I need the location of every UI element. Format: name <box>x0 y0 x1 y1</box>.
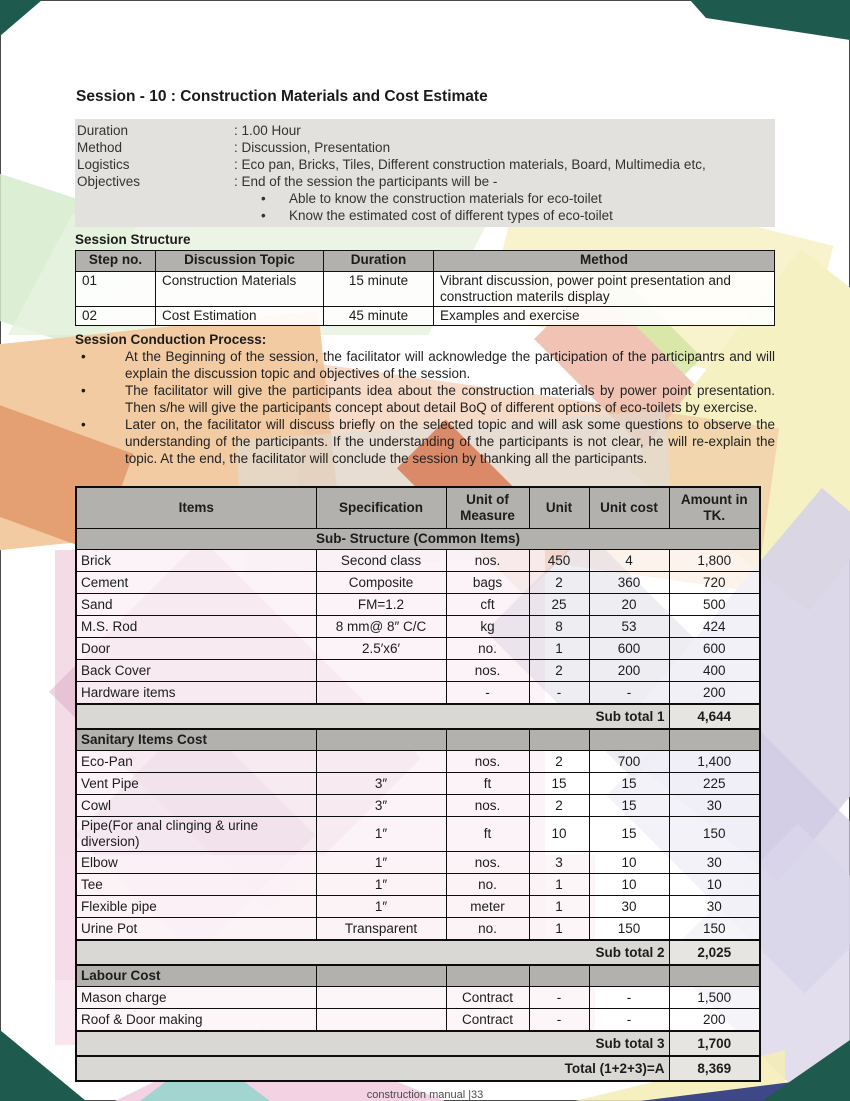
cell: 600 <box>669 638 760 660</box>
cell: 1″ <box>316 817 446 852</box>
cell <box>446 965 529 987</box>
cell: Hardware items <box>76 682 316 705</box>
info-row <box>77 156 773 173</box>
conduction-bullets <box>75 348 775 467</box>
cell: bags <box>446 572 529 594</box>
conduction-heading: Session Conduction Process: <box>75 332 267 347</box>
conduction-bullet <box>75 348 775 382</box>
cell: 8 mm@ 8″ C/C <box>316 616 446 638</box>
page-content <box>0 88 850 1101</box>
cell: nos. <box>446 795 529 817</box>
cell: Construction Materials <box>156 272 324 307</box>
cell: 30 <box>669 795 760 817</box>
cell: 424 <box>669 616 760 638</box>
cell: 1″ <box>316 852 446 874</box>
cost-table-head <box>76 487 760 529</box>
cell: - <box>589 987 669 1009</box>
table-row <box>76 1009 760 1032</box>
column-header: Discussion Topic <box>156 251 324 272</box>
table-row <box>76 272 775 307</box>
cell: 45 minute <box>324 307 434 326</box>
cell: Vent Pipe <box>76 773 316 795</box>
cell: - <box>529 987 589 1009</box>
cell: Urine Pot <box>76 918 316 941</box>
cell <box>316 987 446 1009</box>
cell: 8 <box>529 616 589 638</box>
column-header: Unit cost <box>589 487 669 529</box>
cell: nos. <box>446 660 529 682</box>
cell: ft <box>446 817 529 852</box>
session-structure-table-body <box>76 272 775 326</box>
cell: Mason charge <box>76 987 316 1009</box>
grand-total-value: 8,369 <box>669 1056 760 1081</box>
table-row <box>76 550 760 572</box>
cell: 200 <box>669 1009 760 1032</box>
cell: 1,800 <box>669 550 760 572</box>
cell: 200 <box>669 682 760 705</box>
cell: - <box>589 1009 669 1032</box>
info-value: : 1.00 Hour <box>234 123 301 138</box>
table-row <box>76 616 760 638</box>
cell: 02 <box>76 307 156 326</box>
cell: 150 <box>669 817 760 852</box>
info-bullet <box>261 190 773 207</box>
section-title: Sanitary Items Cost <box>76 729 316 751</box>
cell: 10 <box>589 874 669 896</box>
bullet-icon: • <box>261 191 266 206</box>
section-title-row <box>76 965 760 987</box>
cell: 700 <box>589 751 669 773</box>
column-header: Unit <box>529 487 589 529</box>
cell: 2 <box>529 660 589 682</box>
bullet-icon: • <box>81 417 86 432</box>
cell: Cement <box>76 572 316 594</box>
cell: 15 <box>529 773 589 795</box>
cell: 1 <box>529 638 589 660</box>
cell <box>589 965 669 987</box>
cell: Flexible pipe <box>76 896 316 918</box>
cell: 30 <box>589 896 669 918</box>
column-header: Items <box>76 487 316 529</box>
info-label: Duration <box>77 123 129 138</box>
info-block <box>75 119 775 227</box>
table-row <box>76 638 760 660</box>
conduction-bullet-text: Later on, the facilitator will discuss briefly on the selected topic and will ask some questions to observe the understanding of the participants. If the understanding of the participants is not clear, he will re-explain the topic. At the end, the facilitator will conclude the session by thanking all the participants. <box>125 417 775 466</box>
cell: 360 <box>589 572 669 594</box>
cell: 2 <box>529 751 589 773</box>
cell <box>529 965 589 987</box>
conduction-bullet-text: The facilitator will give the participants idea about the construction materials by power point presentation. Then s/he will give the participants concept about detail BoQ of different options of eco-toilets by exercise. <box>125 383 775 415</box>
table-row <box>76 852 760 874</box>
cell: - <box>589 682 669 705</box>
subtotal-row <box>76 1031 760 1056</box>
table-row <box>76 987 760 1009</box>
section-title-row <box>76 529 760 550</box>
cell <box>316 965 446 987</box>
table-row <box>76 918 760 941</box>
bullet-icon: • <box>81 383 86 398</box>
cell: 1,500 <box>669 987 760 1009</box>
cell <box>446 729 529 751</box>
cell: 400 <box>669 660 760 682</box>
cell: nos. <box>446 751 529 773</box>
table-header-row <box>76 487 760 529</box>
cell: 15 <box>589 817 669 852</box>
column-header: Step no. <box>76 251 156 272</box>
cell <box>316 682 446 705</box>
section-title: Sub- Structure (Common Items) <box>76 529 760 550</box>
conduction-bullet <box>75 382 775 416</box>
cell <box>669 729 760 751</box>
bullet-icon: • <box>81 349 86 364</box>
cell: Elbow <box>76 852 316 874</box>
grand-total-row <box>76 1056 760 1081</box>
cell: Cowl <box>76 795 316 817</box>
cost-table-body <box>76 529 760 1082</box>
cell: Eco-Pan <box>76 751 316 773</box>
cell: cft <box>446 594 529 616</box>
info-bullet-text: Know the estimated cost of different types of eco-toilet <box>289 208 613 223</box>
cell: Brick <box>76 550 316 572</box>
table-row <box>76 660 760 682</box>
page-title: Session - 10 : Construction Materials and Cost Estimate <box>76 88 488 105</box>
info-value: : Discussion, Presentation <box>234 140 391 155</box>
cell: 3″ <box>316 795 446 817</box>
cell <box>529 729 589 751</box>
cell: no. <box>446 638 529 660</box>
cell: 10 <box>669 874 760 896</box>
cell: 1,400 <box>669 751 760 773</box>
cell: nos. <box>446 550 529 572</box>
cell <box>316 729 446 751</box>
page-footer: construction manual |33 <box>366 1089 484 1101</box>
section-title-row <box>76 729 760 751</box>
cell: 53 <box>589 616 669 638</box>
cell: nos. <box>446 852 529 874</box>
cell: Contract <box>446 1009 529 1032</box>
cell: Vibrant discussion, power point presentation and construction materils display <box>434 272 775 307</box>
cell: 600 <box>589 638 669 660</box>
cell: 25 <box>529 594 589 616</box>
cell: Contract <box>446 987 529 1009</box>
bullet-icon: • <box>261 208 266 223</box>
cell: meter <box>446 896 529 918</box>
info-bullet-text: Able to know the construction materials for eco-toilet <box>289 191 602 206</box>
info-label: Objectives <box>77 174 141 189</box>
cell: 10 <box>589 852 669 874</box>
cell: no. <box>446 918 529 941</box>
cell: 200 <box>589 660 669 682</box>
table-row <box>76 751 760 773</box>
info-label: Logistics <box>77 157 130 172</box>
cell: - <box>529 1009 589 1032</box>
cell: 2.5′x6′ <box>316 638 446 660</box>
session-structure-table <box>75 250 775 326</box>
table-row <box>76 594 760 616</box>
column-header: Duration <box>324 251 434 272</box>
cost-table <box>75 486 761 1082</box>
cell: 4 <box>589 550 669 572</box>
info-row <box>77 173 773 190</box>
cell: ft <box>446 773 529 795</box>
cell: 1 <box>529 874 589 896</box>
cell: 15 minute <box>324 272 434 307</box>
cell: 720 <box>669 572 760 594</box>
subtotal-label: Sub total 3 <box>76 1031 669 1056</box>
cell: Pipe(For anal clinging & urine diversion) <box>76 817 316 852</box>
cell: 1 <box>529 896 589 918</box>
table-row <box>76 773 760 795</box>
info-row <box>77 139 773 156</box>
cell: M.S. Rod <box>76 616 316 638</box>
cell: 2 <box>529 572 589 594</box>
cell: 15 <box>589 795 669 817</box>
column-header: Method <box>434 251 775 272</box>
cell: kg <box>446 616 529 638</box>
cell: Sand <box>76 594 316 616</box>
cell: Door <box>76 638 316 660</box>
cell: no. <box>446 874 529 896</box>
cell: 1 <box>529 918 589 941</box>
subtotal-row <box>76 940 760 965</box>
session-structure-table-head <box>76 251 775 272</box>
table-row <box>76 795 760 817</box>
cell <box>316 751 446 773</box>
cell: Tee <box>76 874 316 896</box>
conduction-bullet <box>75 416 775 467</box>
cell: - <box>446 682 529 705</box>
cell <box>669 965 760 987</box>
table-row <box>76 817 760 852</box>
info-row <box>77 122 773 139</box>
cell <box>589 729 669 751</box>
conduction-bullet-text: At the Beginning of the session, the facilitator will acknowledge the participation of the participantrs and will explain the discussion topic and objectives of the session. <box>125 349 775 381</box>
background-shape-corner-top-right <box>690 0 850 40</box>
table-row <box>76 682 760 705</box>
cell: Back Cover <box>76 660 316 682</box>
column-header: Unit of Measure <box>446 487 529 529</box>
cell: 150 <box>589 918 669 941</box>
table-row <box>76 874 760 896</box>
cell: - <box>529 682 589 705</box>
cell <box>316 660 446 682</box>
cell: FM=1.2 <box>316 594 446 616</box>
cell: 1″ <box>316 874 446 896</box>
table-row <box>76 896 760 918</box>
cell: 500 <box>669 594 760 616</box>
session-structure-heading: Session Structure <box>75 232 191 247</box>
cell: Examples and exercise <box>434 307 775 326</box>
cell: 225 <box>669 773 760 795</box>
cell: 01 <box>76 272 156 307</box>
info-label: Method <box>77 140 123 155</box>
subtotal-value: 4,644 <box>669 704 760 729</box>
column-header: Specification <box>316 487 446 529</box>
table-row <box>76 307 775 326</box>
cell: 3″ <box>316 773 446 795</box>
column-header: Amount in TK. <box>669 487 760 529</box>
table-header-row <box>76 251 775 272</box>
cell: 30 <box>669 852 760 874</box>
subtotal-value: 1,700 <box>669 1031 760 1056</box>
subtotal-label: Sub total 1 <box>76 704 669 729</box>
cell: 150 <box>669 918 760 941</box>
cell: 2 <box>529 795 589 817</box>
cell: Transparent <box>316 918 446 941</box>
section-title: Labour Cost <box>76 965 316 987</box>
cell: 15 <box>589 773 669 795</box>
cell <box>316 1009 446 1032</box>
cell: Cost Estimation <box>156 307 324 326</box>
cell: Roof & Door making <box>76 1009 316 1032</box>
subtotal-label: Sub total 2 <box>76 940 669 965</box>
info-value: : Eco pan, Bricks, Tiles, Different construction materials, Board, Multimedia etc, <box>234 157 706 172</box>
cell: 1″ <box>316 896 446 918</box>
cell: 3 <box>529 852 589 874</box>
subtotal-value: 2,025 <box>669 940 760 965</box>
cell: 30 <box>669 896 760 918</box>
cell: 20 <box>589 594 669 616</box>
cell: Second class <box>316 550 446 572</box>
background-shape-corner-top-left <box>0 0 42 36</box>
cell: Composite <box>316 572 446 594</box>
info-value: : End of the session the participants will be - <box>234 174 498 189</box>
table-row <box>76 572 760 594</box>
grand-total-label: Total (1+2+3)=A <box>76 1056 669 1081</box>
subtotal-row <box>76 704 760 729</box>
cell: 10 <box>529 817 589 852</box>
cell: 450 <box>529 550 589 572</box>
info-bullet <box>261 207 773 224</box>
